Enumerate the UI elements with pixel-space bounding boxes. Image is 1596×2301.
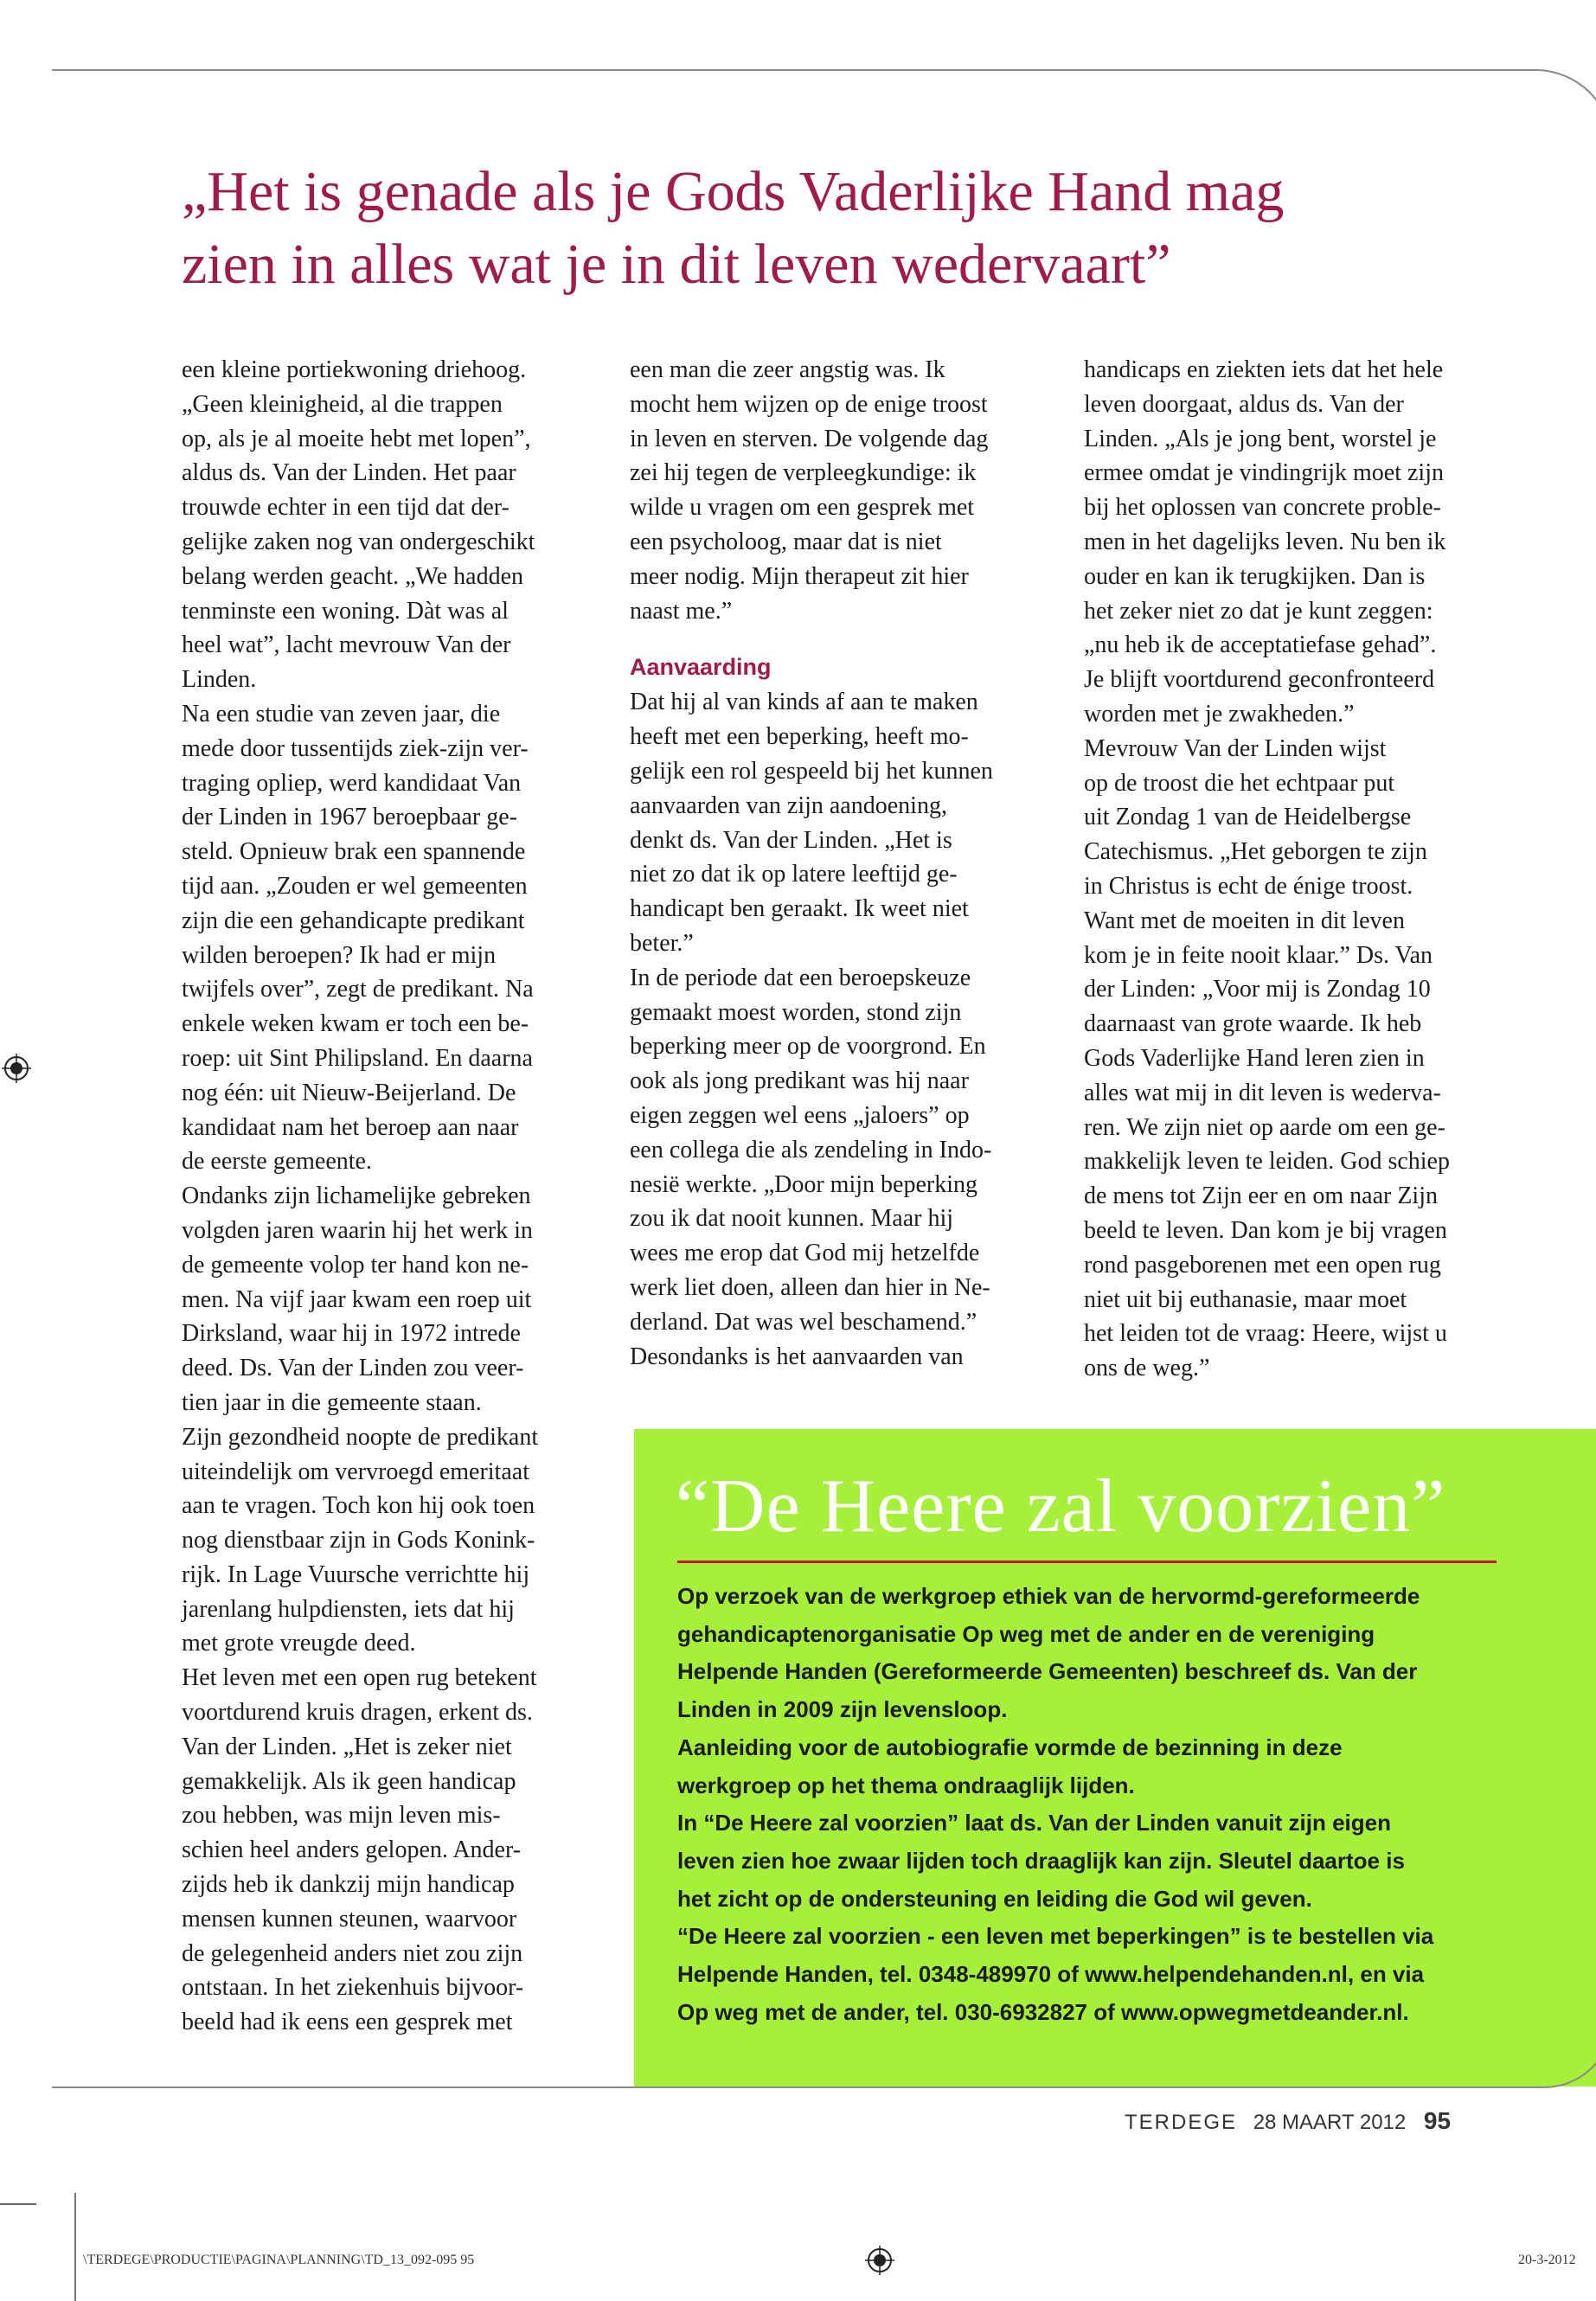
paragraph: een man die zeer angstig was. Ik mocht hem wijzen op de enige troost in leven en sterven. De volgende dag zei hij tegen de verpleegkundige: ik wilde u vragen om een gesprek met een psycholoog, maar dat is niet meer nodig. Mijn therapeut zit hier naast me.” — [630, 356, 989, 625]
section-heading: Aanvaarding — [630, 654, 772, 681]
bottom-corner-line — [1484, 2016, 1596, 2088]
footer-date: 28 MAART 2012 — [1253, 2111, 1407, 2134]
top-rule — [52, 69, 1540, 71]
box-title-rule — [677, 1561, 1497, 1563]
registration-mark-icon — [865, 2246, 894, 2275]
box-text — [677, 1578, 1577, 2031]
footer-brand: TERDEGE — [1125, 2111, 1238, 2134]
paragraph: Het leven met een open rug betekent voortdurend kruis dragen, erkent ds. Van der Linden. „Het is zeker niet gemakkelijk. Als ik geen handicap zou hebben, was mijn leven mis- schien heel anders gelopen. Ander- zijds heb ik dankzij mijn handicap mensen kunnen steunen, waarvoor de gelegenheid anders niet zou zijn ontstaan. In het ziekenhuis bijvoor- beeld had ik eens een gesprek met — [182, 1664, 537, 2036]
book-info-box — [634, 1429, 1596, 2086]
article-column-2 — [630, 353, 1054, 1374]
paragraph: In de periode dat een beroepskeuze gemaakt moest worden, stond zijn beperking meer op de voorgrond. En ook als jong predikant was hij naar eigen zeggen wel eens „jaloers” op een collega die als zendeling in Indo- nesië werkte. „Door mijn beperking zou ik dat nooit kunnen. Maar hij wees me erop dat God mij hetzelfde werk liet doen, alleen dan hier in Ne- derland. Dat was wel beschamend.” Desondanks is het aanvaarden van — [630, 964, 992, 1370]
box-paragraph: “De Heere zal voorzien - een leven met beperkingen” is te bestellen via Helpende Handen, tel. 0348-489970 of www.helpendehanden.nl, en via Op weg met de ander, tel. 030-6932827 of www.opwegmetdeander.nl. — [677, 1923, 1434, 2025]
print-slug-date: 20-3-2012 — [1518, 2253, 1576, 2267]
paragraph: een kleine portiekwoning driehoog. „Geen kleinigheid, al die trappen op, als je al moeite hebt met lopen”, aldus ds. Van der Linden. Het paar trouwde echter in een tijd dat der- gelijke zaken nog van ondergeschikt belang werden geacht. „We hadden tenminste een woning. Dàt was al heel wat”, lacht mevrouw Van der Linden. — [182, 356, 535, 694]
paragraph: Dat hij al van kinds af aan te maken heeft met een beperking, heeft mo- gelijk een rol gespeeld bij het kunnen aanvaarden van zijn aandoening, denkt ds. Van der Linden. „Het is niet zo dat ik op latere leeftijd ge- handicapt ben geraakt. Ik weet niet beter.” — [630, 689, 993, 957]
article-column-3 — [1084, 353, 1508, 1386]
box-paragraph: Op verzoek van de werkgroep ethiek van de hervormd-gereformeerde gehandicaptenorganisatie Op weg met de ander en de vereniging Helpende Handen (Gereformeerde Gemeenten) beschreef ds. Van der Linden in 2009 zijn levensloop. — [677, 1583, 1420, 1723]
paragraph: handicaps en ziekten iets dat het hele leven doorgaat, aldus ds. Van der Linden. „Als je jong bent, worstel je ermee omdat je vindingrijk moet zijn bij het oplossen van concrete proble- men in het dagelijks leven. Nu ben ik ouder en kan ik terugkijken. Dan is het zeker niet zo dat je kunt zeggen: „nu heb ik de acceptatiefase gehad”. Je blijft voortdurend geconfronteerd worden met je zwakheden.” — [1084, 356, 1446, 727]
article-column-1 — [182, 353, 606, 2040]
print-slug-path: \TERDEGE\PRODUCTIE\PAGINA\PLANNING\TD_13_092-095 95 — [83, 2253, 475, 2267]
box-paragraph: In “De Heere zal voorzien” laat ds. Van der Linden vanuit zijn eigen leven zien hoe zwaar lijden toch draaglijk kan zijn. Sleutel daartoe is het zicht op de ondersteuning en leiding die God wil geven. — [677, 1810, 1405, 1912]
page-number: 95 — [1423, 2107, 1452, 2134]
paragraph: Na een studie van zeven jaar, die mede door tussentijds ziek-zijn ver- traging opliep, werd kandidaat Van der Linden in 1967 beroepbaar ge- steld. Opnieuw brak een spannende tijd aan. „Zouden er wel gemeenten zijn die een gehandicapte predikant wilden beroepen? Ik had er mijn twijfels over”, zegt de predikant. Na enkele weken kwam er toch een be- roep: uit Sint Philipsland. En daarna nog één: uit Nieuw-Beijerland. De kandidaat nam het beroep aan naar de eerste gemeente. — [182, 700, 534, 1176]
headline-line-2: zien in alles wat je in dit leven wedervaart” — [182, 233, 1171, 296]
crop-mark — [74, 2193, 76, 2301]
box-title: “De Heere zal voorzien” — [676, 1465, 1446, 1548]
headline-line-1: „Het is genade als je Gods Vaderlijke Hand mag — [182, 160, 1285, 223]
top-corner-line — [1501, 69, 1596, 242]
crop-mark — [0, 2203, 36, 2205]
paragraph: Ondanks zijn lichamelijke gebreken volgden jaren waarin hij het werk in de gemeente volop ter hand kon ne- men. Na vijf jaar kwam een roep uit Dirksland, waar hij in 1972 intrede deed. Ds. Van der Linden zou veer- tien jaar in die gemeente staan. Zijn gezondheid noopte de predikant uiteindelijk om vervroegd emeritaat aan te vragen. Toch kon hij ook toen nog dienstbaar zijn in Gods Konink- rijk. In Lage Vuursche verrichtte hij jarenlang hulpdiensten, iets dat hij met grote vreugde deed. — [182, 1183, 539, 1657]
paragraph: Mevrouw Van der Linden wijst op de troost die het echtpaar put uit Zondag 1 van de Heidelbergse Catechismus. „Het geborgen te zijn in Christus is echt de énige troost. Want met de moeiten in dit leven kom je in feite nooit klaar.” Ds. Van der Linden: „Voor mij is Zondag 10 daarnaast van grote waarde. Ik heb Gods Vaderlijke Hand leren zien in alles wat mij in dit leven is wederva- ren. We zijn niet op aarde om een ge- makkelijk leven te leiden. God schiep de mens tot Zijn eer en om naar Zijn beeld te leven. Dan kom je bij vragen rond pasgeborenen met een open rug niet uit bij euthanasie, maar moet het leiden tot de vraag: Heere, wijst u ons de weg.” — [1084, 734, 1450, 1382]
page-headline — [182, 156, 1479, 301]
box-paragraph: Aanleiding voor de autobiografie vormde de bezinning in deze werkgroep op het thema ondraaglijk lijden. — [677, 1734, 1343, 1798]
bottom-rule — [52, 2086, 1522, 2088]
page-footer — [1125, 2107, 1596, 2142]
registration-mark-icon — [2, 1054, 31, 1083]
